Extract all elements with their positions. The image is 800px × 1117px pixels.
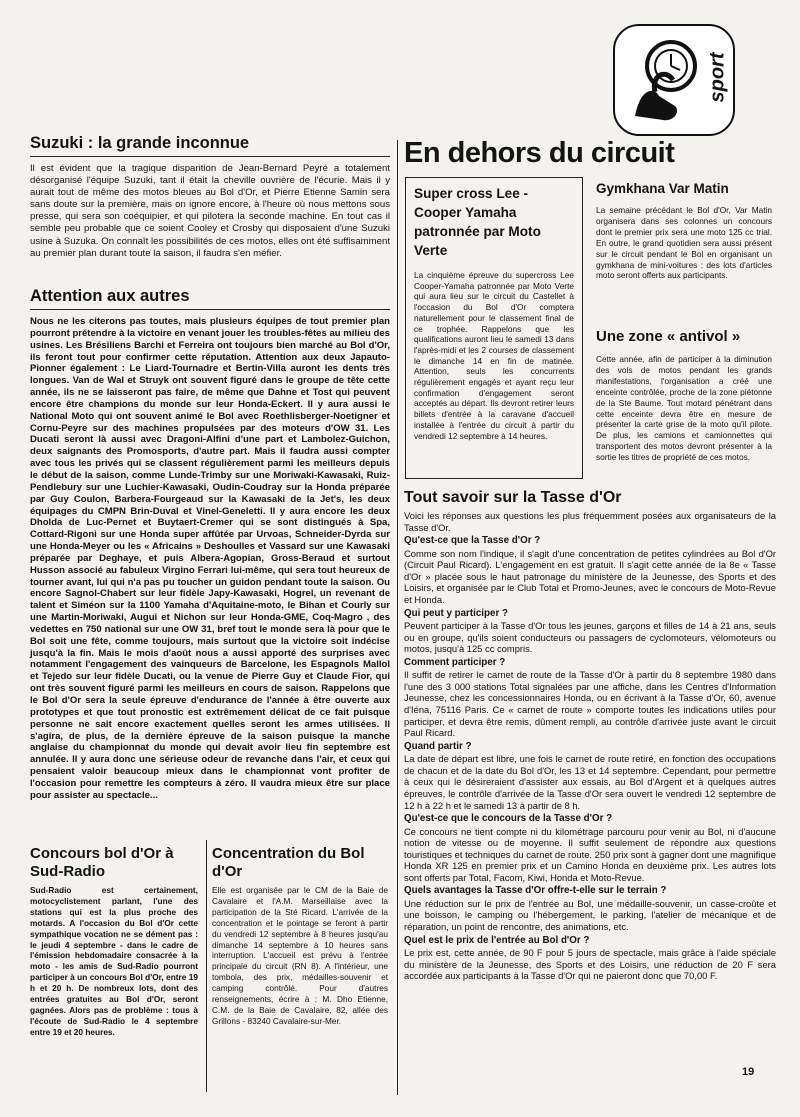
page-number: 19 [742, 1066, 755, 1078]
suzuki-body: Il est évident que la tragique disparition de Jean-Bernard Peyré a totalement désorganisé l'équipe Suzuki, tant il était la cheville ouvrière de l'écurie. Mais il y aurait tout de même des motos bleues au Bol d'Or, et Pierre Etienne Samin sera sans doute sur la première, mais on ignore encore, à l'heure où nous mettons sous presse, qui sera son coéquipier, et qui pilotera la seconde machine. En tout cas il semble peu probable que ce soient Cooley et Crosby qui disposaient d'une Suzuki usine à Suzuka. On connaît les possibilités de ces motos, elles ont été suffisamment au premier plan durant toute la saison, il faudra s'en méfier. [30, 163, 390, 259]
sport-logo-text: sport [706, 52, 729, 103]
tasse-answer: Peuvent participer à la Tasse d'Or tous les jeunes, garçons et filles de 14 à 21 ans, seuls ou en groupe, qu'ils soient conducteurs ou passagers de cyclomoteurs, vélomoteurs ou motos, jusqu'à 125 cc compris. [404, 619, 776, 655]
supercross-box [405, 177, 583, 479]
tasse-article [404, 488, 776, 982]
tasse-qa-4 [404, 741, 776, 811]
attention-body: Nous ne les citerons pas toutes, mais plusieurs équipes de tout premier plan pourront prétendre à la victoire en venant jouer les troubles-fêtes au milieu des usines. Les Brésiliens Barchi et Ferreira ont toujours bien marché au Bol d'Or, ils feront tout pour confirmer cette réputation. Attention aux deux Japauto-Pionner également : Le Liard-Tournadre et Bertin-Villa auront les dents très longues. Van de Wal et Struyk ont souvent figuré dans le groupe de tête cette année, ils ne se laisseront pas faire, de même que Dahne et Tost qui peuvent encore être champions du monde sur leur Honda-Eckert. Il y aura aussi le National Moto qui ont souvent animé le Bol avec Roethlisberger-Noetigner et Cornu-Peyre sur des machines propulsées par des moteurs d'OW 31. Les Ducati seront là aussi avec Dragoni-Alfini d'une part et Lambolez-Guichon, deux saignants des Promosports, d'autre part. Mais il faudra aussi compter avec tous les privés qui se classent régulièrement parmi les meilleurs depuis le début de la saison, comme Lunde-Trimby sur une Moriwaki-Kawasaki, Ruiz-Pendlebury sur une Luchier-Kawasaki, Oudin-Coudray sur la Honda préparée par Guy Coulon, Barbera-Fourgeaud sur la Kawasaki de la Jet's, les deux équipages du CMPN Brin-Duval et Vinel-Geneletti. Il y aura encore les deux Dholda de Luc-Pernet et Buytaert-Cremer qui se sont distingués à Spa, Cottard-Rigoni sur une Honda super affûtée par Urvoas, Schneider-Dyrda sur une Honda-Meyer ou les « Africains » Deshoulles et Vassard sur une Kawasaki préparée par Deghaye, et puis Albera-Agopian, Gross-Beraud et surtout Husson associé au fabuleux Virgino Ferrari lui-même, qui sera tout heureux de tourner avant, lui qui n'a pas pu toucher un guidon pendant toute la saison. Ou encore Sagnol-Chabert sur leur fidèle Japy-Kawasaki, Hogrel, un revenant de talent et Siméon sur la 1100 Yamaha d'Aquitaine-moto, le Bihan et Courly sur une Martin-Moriwaki, Augui et Nichon sur leur Honda-GME, Coq-Magro , des vedettes en 750 national sur une OW 31, bref tout le monde sera là pour que le Bol soit une fête, comme toujours, mais surtout que la victoire soit indécise jusqu'à la fin. Mais le mois d'août nous a aussi apporté des surprises avec notamment l'engagement des vainqueurs de Barcelone, les Espagnols Mallol et Tejedo sur leur fidèle Ducati, ou la venue de Pierre Guy et Claude Fior, qui ont très souvent figuré parmi les meilleurs en cours de saison. Rappelons que le Bol d'Or sera la seule épreuve d'endurance de l'année à être ouverte aux prototypes et que tout pronostic est extrêmement délicat de ce fait puisque personne ne sait encore exactement quelles seront les armes utilisées. Il s'agira, de plus, de la dernière épreuve de la saison puisque la manche anglaise du championnat du monde qui devait avoir lieu fin septembre est annulée. Il y aura donc une sérieuse odeur de revanche dans l'air, et ceux qui pensaient valoir beaucoup mieux dans le championnat vont profiter de l'occasion pour remettre les compteurs à zéro. Il vaudra mieux être sur place pour assister au spectacle... [30, 316, 390, 801]
gymkhana-article [596, 181, 772, 281]
suzuki-title: Suzuki : la grande inconnue [30, 134, 390, 157]
suzuki-article [30, 134, 390, 260]
attention-title: Attention aux autres [30, 287, 390, 310]
concours-title: Concours bol d'Or à Sud-Radio [30, 845, 174, 880]
center-divider [397, 140, 398, 1095]
concours-body: Sud-Radio est certainement, motocyclistement parlant, l'une des stations qui est la plus proche des motards. A l'occasion du Bol d'Or cette sympathique vocation ne se dément pas : le jeudi 4 septembre - dans le cadre de l'émission hebdomadaire consacrée à la moto - les amis de Sud-Radio pourront participer à un concours Bol d'Or, entre 19 h et 20 h. De nombreux lots, dont des entrées gratuites au Bol d'Or, seront gagnées. Alors pas de problème : tous à l'écoute de Sud-Radio le 4 septembre entre 19 et 20 heures. [30, 885, 198, 1037]
tasse-qa-1 [404, 535, 776, 605]
tasse-qa-7 [404, 935, 776, 982]
tasse-qa-2 [404, 608, 776, 655]
tasse-answer: Le prix est, cette année, de 90 F pour 5 jours de spectacle, mais grâce à l'aide spéciale du ministère de la Jeunesse, des Sports et des Loisirs, une réduction de 20 F sera accordée aux participants à la Tasse d'Or qui ne paieront donc que 70,00 F. [404, 947, 776, 982]
antivol-article [596, 328, 772, 463]
tasse-question: Quand partir ? [404, 740, 472, 752]
concentration-article [212, 845, 388, 1027]
tasse-intro: Voici les réponses aux questions les plus fréquemment posées aux organisateurs de la Tasse d'Or. [404, 510, 776, 533]
antivol-title: Une zone « antivol » [596, 328, 741, 345]
dehors-title: En dehors du circuit [404, 137, 675, 169]
tasse-question: Quels avantages la Tasse d'Or offre-t-elle sur le terrain ? [404, 885, 667, 897]
tasse-answer: Une réduction sur le prix de l'entrée au Bol, une médaille-souvenir, un casse-croûte et une boisson, le camping ou l'hébergement, le parking, l'atelier de mécanique et de réparation, un point de rencontre, des animations, etc. [404, 897, 776, 933]
tasse-question: Qu'est-ce que le concours de la Tasse d'Or ? [404, 813, 613, 825]
antivol-body: Cette année, afin de participer à la diminution des vols de motos pendant les grands manifestations, l'organisation a créé une enceinte contrôlée, proche de la zone piétonne de la Ste Baume. Tout motard pénétrant dans cette enceinte devra être en mesure de présenter la carte grise de la moto qu'il pilote. De plus, les camions et camionnettes qui transportent des motos devront présenter à la sortie les titres de propriété de ces motos. [596, 354, 772, 463]
tasse-qa-6 [404, 885, 776, 932]
supercross-title: Super cross Lee - Cooper Yamaha patronnée par Moto Verte [414, 186, 541, 258]
concours-article [30, 845, 198, 1038]
concentration-title: Concentration du Bol d'Or [212, 845, 365, 880]
tasse-qa-5 [404, 813, 776, 883]
tasse-answer: La date de départ est libre, une fois le carnet de route retiré, en fonction des occupations de chacun et de la date du Bol d'Or, les 13 et 14 septembre. Cependant, pour permettre à ceux qui le désireraient d'assister aux essais, au Bol d'Argent et à quelques autres épreuves, le contrôle d'arrivée de la Tasse d'Or sera ouvert le vendredi 12 septembre de 12 h à 22 h et le samedi 13 à partir de 8 h. [404, 753, 776, 811]
tasse-question: Quel est le prix de l'entrée au Bol d'Or ? [404, 934, 590, 946]
sport-logo [613, 24, 735, 136]
column-divider-bottom [206, 840, 207, 1092]
supercross-body: La cinquième épreuve du supercross Lee Cooper-Yamaha patronnée par Moto Verte qui aura lieu sur le circuit du Castellet à l'occasion du Bol d'Or comptera naturellement pour le classement final de ce trophée. Rappelons que les qualifications auront lieu le samedi 13 dans l'après-midi et les 2 courses de classement le dimanche 14 en fin de matinée. Attention, seuls les concurrents régulièrement engagés et ayant reçu leur confirmation d'engagement seront acceptés au départ. Ils devront retirer leurs billets d'entrée à la caravane d'accueil installée à l'entrée du circuit à partir du vendredi 12 septembre à 14 heures. [414, 270, 574, 441]
gymkhana-title: Gymkhana Var Matin [596, 181, 729, 196]
tasse-answer: Il suffit de retirer le carnet de route de la Tasse d'Or à partir du 8 septembre 1980 dans l'une des 3 000 stations Total signalées par une affiche, dans les Centres d'Information Jeunesse, chez les concessionnaires Honda, ou en écrivant à la Tasse d'Or, 60, avenue d'Iéna, 75116 Paris. Ce « carnet de route » comporte toutes les indications utiles pour participer, et devra être remis, dûment rempli, au contrôle d'arrivée juste avant le circuit Paul Ricard. [404, 669, 776, 739]
tasse-title: Tout savoir sur la Tasse d'Or [404, 489, 622, 506]
gymkhana-body: La semaine précédant le Bol d'Or, Var Matin organisera dans ses colonnes un concours dont le premier prix sera une moto 125 cc trial. En outre, le grand quotidien sera aussi présent sur le circuit pendant le Bol en organisant un gymkhana de mini-voitures : des lots d'articles moto seront offerts aux participants. [596, 205, 772, 281]
tasse-question: Qu'est-ce que la Tasse d'Or ? [404, 535, 541, 547]
tasse-qa-3 [404, 657, 776, 739]
tasse-answer: Ce concours ne tient compte ni du kilométrage parcouru pour venir au Bol, ni d'aucune notion de vitesse ou de moyenne. Il suffit seulement de répondre aux questions touristiques et techniques du carnet de route. 250 prix sont à gagner dont une magnifique Honda XR 125 en premier prix et un Camino Honda en deuxième prix. Les autres lots sont offerts par Total, Facom, Kiwi, Honda et Moto-Revue. [404, 825, 776, 883]
tasse-question: Qui peut y participer ? [404, 607, 508, 619]
attention-article [30, 287, 390, 802]
tasse-question: Comment participer ? [404, 656, 506, 668]
tasse-answer: Comme son nom l'indique, il s'agit d'une concentration de petites cylindrées au Bol d'Or (Circuit Paul Ricard). L'engagement en est gratuit. Il s'agit cette année de la 8e « Tasse d'Or » placée sous le haut patronage du ministère de la Jeunesse, des Sports et des Loisirs, et organisée par le Club Total et Promo-Jeunes, avec le concours de Moto-Revue et Honda. [404, 547, 776, 605]
concentration-body: Elle est organisée par le CM de la Baie de Cavalaire et l'A.M. Marseillaise avec la participation de la Sté Ricard. L'arrivée de la concentration et le pointage se feront à partir du vendredi 12 septembre à 8 heures jusqu'au dimanche 14 septembre à 10 heures sans interruption. L'accueil est prévu à l'entrée principale du circuit (RN 8). A l'intérieur, une tombola, des prix, médailles-souvenir et camping contrôlé. Pour d'autres renseignements, écrire à : M. Dho Etienne, C.M. de la Baie de Cavalaire, 82, allée des Grillons - 83240 Cavalaire-sur-Mer. [212, 885, 388, 1026]
